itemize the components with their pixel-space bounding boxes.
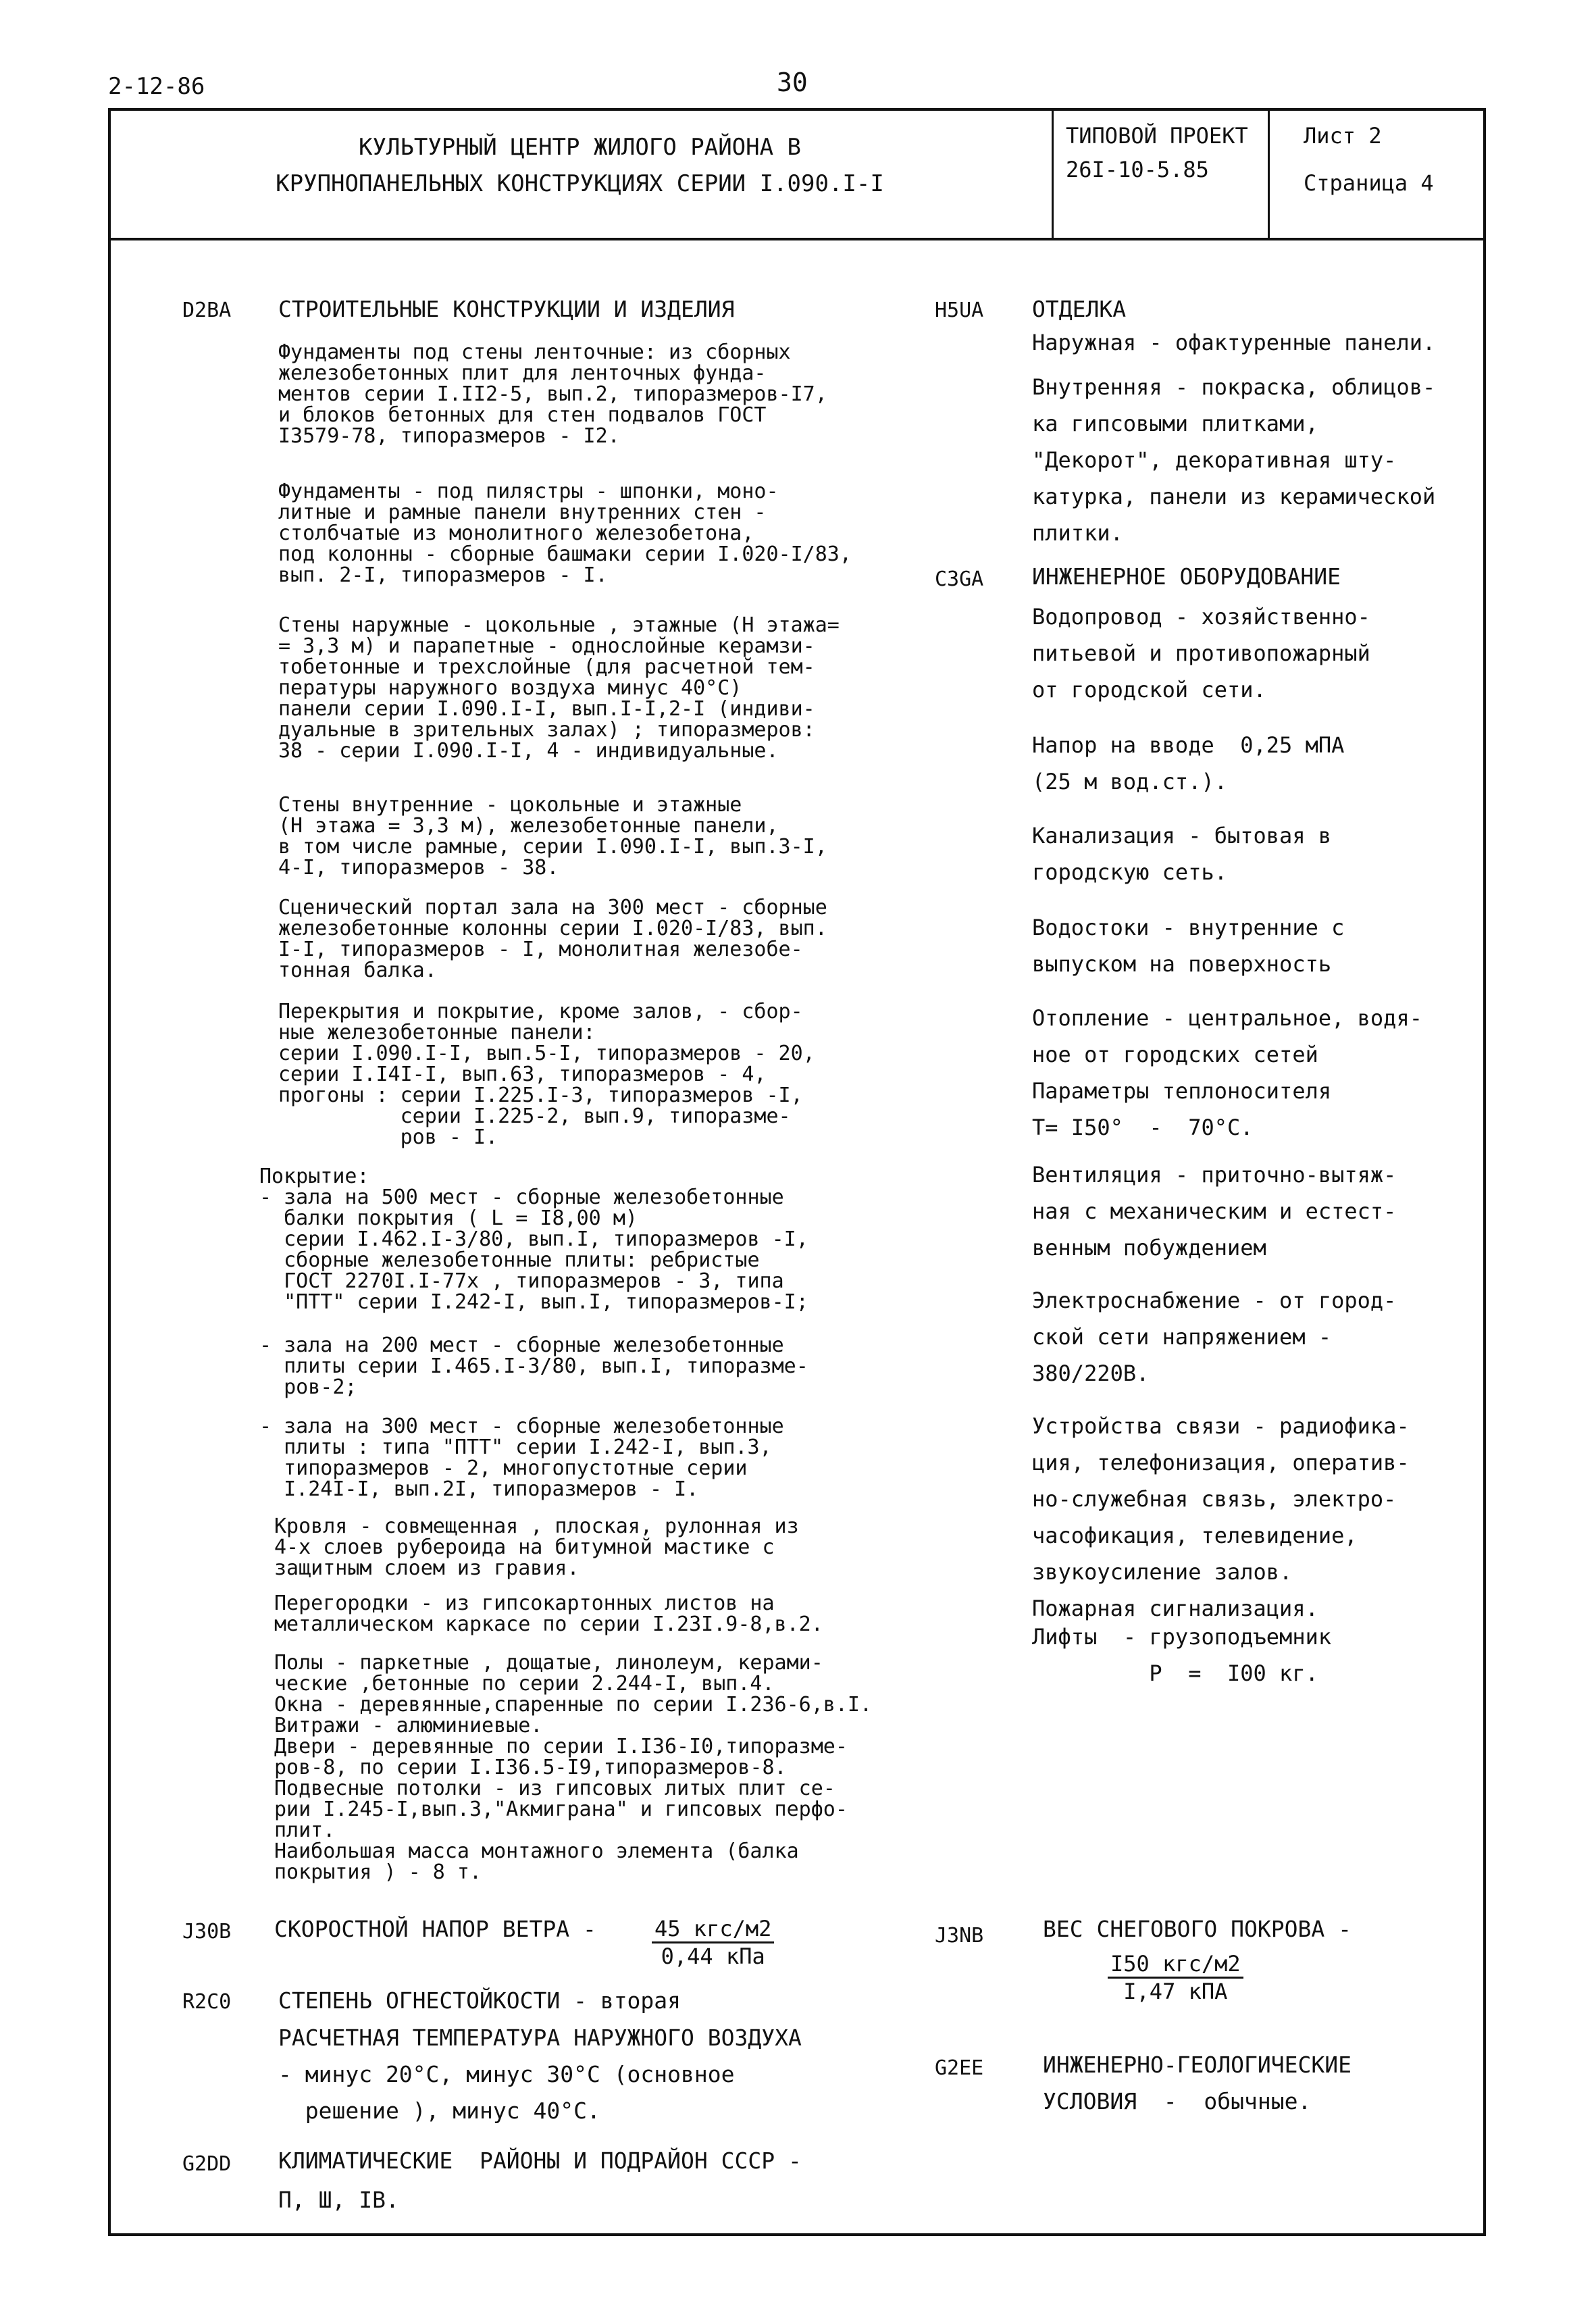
- title-cell: [108, 108, 1054, 238]
- wind-pressure-fraction: [652, 1916, 774, 1969]
- paragraph-lifts: Лифты - грузоподъемник Р = I00 кг.: [1032, 1624, 1332, 1686]
- snow-load-value: I50 кгс/м2: [1108, 1951, 1243, 1979]
- title-block: [108, 108, 1486, 240]
- paragraph-internal-walls: Стены внутренние - цокольные и этажные (Н этажа = 3,3 м), железобетонные панели, в том числе рамные, серии I.090.I-I, вып.3-I, 4-I, типоразмеров - 38.: [278, 793, 827, 880]
- paragraph-foundations-pilasters: Фундаменты - под пилястры - шпонки, моно- литные и рамные панели внутренних стен - столбчатые из монолитного железобетона, под колонны - сборные башмаки серии I.020-I/83, вып. 2-I, типоразмеров - I.: [278, 480, 852, 587]
- paragraph-floors-roof-panels: Перекрытия и покрытие, кроме залов, - сбор- ные железобетонные панели: серии I.090.I-I, вып.5-I, типоразмеров - 20, серии I.I4I-I, вып.63, типоразмеров - 4, прогоны : серии I.225.I-3, типоразмеров -I, серии I.225-2, вып.9, типоразме- ров - I.: [278, 1000, 815, 1149]
- paragraph-partitions: Перегородки - из гипсокартонных листов на металлическом каркасе по серии I.23I.9-8,в.2.: [274, 1592, 823, 1636]
- wind-pressure-kpa: 0,44 кПа: [661, 1943, 765, 1969]
- document-date: 2-12-86: [108, 73, 205, 100]
- paragraph-roof-500: Покрытие: - зала на 500 мест - сборные железобетонные балки покрытия ( L = I8,00 м) серии I.462.I-3/80, вып.I, типоразмеров -I, сборные железобетонные плиты: ребристые ГОСТ 2270I.I-77х , типоразмеров - 3, типа "ПТТ" серии I.242-I, вып.I, типоразмеров-I;: [259, 1165, 808, 1314]
- project-label: ТИПОВОЙ ПРОЕКТ: [1066, 123, 1248, 149]
- section-title-engineering: ИНЖЕНЕРНОЕ ОБОРУДОВАНИЕ: [1032, 563, 1341, 590]
- paragraph-water-pressure: Напор на вводе 0,25 мПА (25 м вод.ст.).: [1032, 732, 1345, 794]
- snow-load-fraction: [1108, 1951, 1243, 2004]
- paragraph-internal-finish: Внутренняя - покраска, облицов- ка гипсовыми плитками, "Декорот", декоративная шту- катурка, панели из керамической плитки.: [1032, 374, 1436, 546]
- section-code: H5UA: [935, 299, 984, 322]
- snow-load-label: ВЕС СНЕГОВОГО ПОКРОВА -: [1043, 1916, 1352, 1942]
- section-title-structures: СТРОИТЕЛЬНЫЕ КОНСТРУКЦИИ И ИЗДЕЛИЯ: [278, 296, 735, 322]
- paragraph-floors-windows-doors: Полы - паркетные , дощатые, линолеум, керами- ческие ,бетонные по серии 2.244-I, вып.4. Окна - деревянные,спаренные по серии I.236-6,в.I. Витражи - алюминиевые. Двери - деревянные по серии I.I36-I0,типоразме- ров-8, по серии I.I36.5-I9,типоразмеров-8. Подвесные потолки - из гипсовых литых плит се- рии I.245-I,вып.3,"Акмиграна" и гипсовых перфо- плит. Наибольшая масса монтажного элемента (балка покрытия ) - 8 т.: [274, 1651, 873, 1884]
- wind-pressure-value: 45 кгс/м2: [652, 1916, 774, 1943]
- section-code: G2EE: [935, 2056, 984, 2080]
- paragraph-external-walls: Стены наружные - цокольные , этажные (Н этажа= = 3,3 м) и парапетные - однослойные керамзи- тобетонные и трехслойные (для расчетной тем- пературы наружного воздуха минус 40°С) панели серии I.090.I-I, вып.I-I,2-I (индиви- дуальные в зрительных залах) ; типоразмеров: 38 - серии I.090.I-I, 4 - индивидуальные.: [278, 613, 840, 763]
- sheet-number: Лист 2: [1304, 123, 1382, 149]
- paragraph-water-supply: Водопровод - хозяйственно- питьевой и противопожарный от городской сети.: [1032, 604, 1370, 703]
- project-cell: [1054, 108, 1270, 238]
- wind-pressure-label: СКОРОСТНОЙ НАПОР ВЕТРА -: [274, 1916, 596, 1942]
- project-number: 26I-10-5.85: [1066, 157, 1209, 182]
- section-code: G2DD: [182, 2152, 232, 2176]
- section-code: D2BA: [182, 299, 232, 322]
- paragraph-stage-portal: Сценический портал зала на 300 мест - сборные железобетонные колонны серии I.020-I/83, вып. I-I, типоразмеров - I, монолитная железобе- тонная балка.: [278, 896, 827, 982]
- snow-load-kpa: I,47 кПА: [1123, 1979, 1228, 2004]
- paragraph-communications: Устройства связи - радиофика- ция, телефонизация, оператив- но-служебная связь, электро- часофикация, телевидение, звукоусиление залов. Пожарная сигнализация.: [1032, 1413, 1410, 1621]
- page-number: 30: [777, 68, 808, 97]
- paragraph-heating: Отопление - центральное, водя- ное от городских сетей Параметры теплоносителя Т= I50° - 70°С.: [1032, 1005, 1422, 1140]
- section-code: J30B: [182, 1920, 232, 1943]
- section-code: J3NB: [935, 1924, 984, 1948]
- geological-conditions: ИНЖЕНЕРНО-ГЕОЛОГИЧЕСКИЕ УСЛОВИЯ - обычные.: [1043, 2052, 1352, 2114]
- design-temperature: РАСЧЕТНАЯ ТЕМПЕРАТУРА НАРУЖНОГО ВОЗДУХА - минус 20°С, минус 30°С (основное решение ), минус 40°С.: [278, 2025, 802, 2124]
- paragraph-roof-200: - зала на 200 мест - сборные железобетонные плиты серии I.465.I-3/80, вып.I, типоразме- ров-2;: [259, 1333, 808, 1399]
- sheet-page: Страница 4: [1304, 170, 1434, 196]
- fire-resistance: СТЕПЕНЬ ОГНЕСТОЙКОСТИ - вторая: [278, 1987, 681, 2014]
- paragraph-drains: Водостоки - внутренние с выпуском на поверхность: [1032, 915, 1345, 977]
- climatic-regions: КЛИМАТИЧЕСКИЕ РАЙОНЫ И ПОДРАЙОН СССР - П, Ш, IВ.: [278, 2147, 802, 2213]
- title-line-2: КРУПНОПАНЕЛЬНЫХ КОНСТРУКЦИЯХ СЕРИИ I.090.I-I: [276, 170, 884, 197]
- paragraph-roof-300: - зала на 300 мест - сборные железобетонные плиты : типа "ПТТ" серии I.242-I, вып.3, типоразмеров - 2, многопустотные серии I.24I-I, вып.2I, типоразмеров - I.: [259, 1415, 784, 1501]
- paragraph-power-supply: Электроснабжение - от город- ской сети напряжением - 380/220В.: [1032, 1288, 1397, 1386]
- paragraph-sewerage: Канализация - бытовая в городскую сеть.: [1032, 823, 1332, 885]
- paragraph-foundations: Фундаменты под стены ленточные: из сборных железобетонных плит для ленточных фунда- ментов серии I.II2-5, вып.2, типоразмеров-I7, и блоков бетонных для стен подвалов ГОСТ I3579-78, типоразмеров - I2.: [278, 340, 827, 448]
- paragraph-external-finish: Наружная - офактуренные панели.: [1032, 330, 1436, 355]
- section-code: C3GA: [935, 567, 984, 591]
- paragraph-ventilation: Вентиляция - приточно-вытяж- ная с механическим и естест- венным побуждением: [1032, 1162, 1397, 1261]
- paragraph-roofing: Кровля - совмещенная , плоская, рулонная из 4-х слоев рубероида на битумной мастике с защитным слоем из гравия.: [274, 1515, 799, 1580]
- sheet-cell: [1270, 108, 1483, 238]
- section-title-finishing: ОТДЕЛКА: [1032, 296, 1127, 322]
- section-code: R2C0: [182, 1990, 232, 2014]
- title-line-1: КУЛЬТУРНЫЙ ЦЕНТР ЖИЛОГО РАЙОНА В: [358, 134, 802, 161]
